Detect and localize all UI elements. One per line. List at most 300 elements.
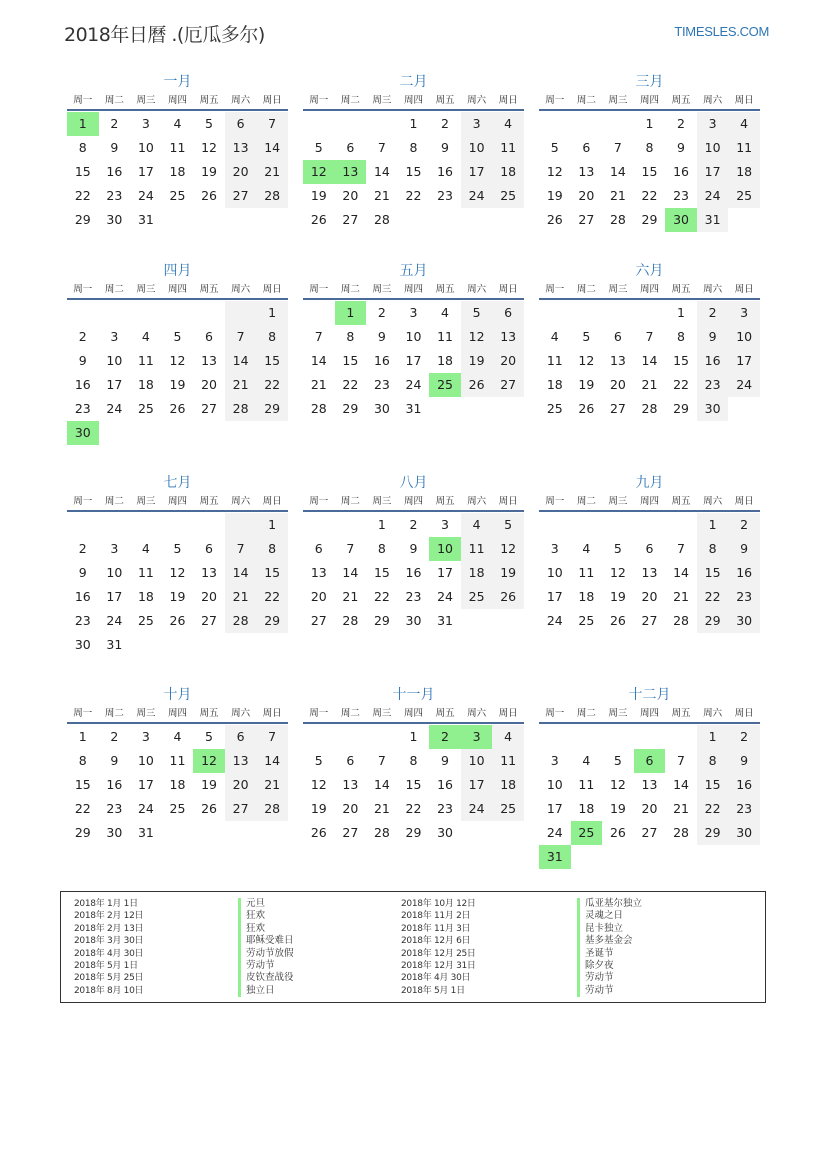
empty-cell	[225, 633, 257, 657]
day-cell: 24	[106, 613, 123, 628]
month-10	[67, 685, 288, 845]
weekday-label: 周六	[467, 284, 487, 295]
site-link[interactable]: TIMESLES.COM	[674, 24, 769, 39]
holiday-date: 2018年 12月 31日	[401, 960, 476, 971]
day-cell: 15	[342, 353, 359, 368]
weekday-label: 周六	[703, 708, 723, 719]
holiday-date: 2018年 5月 1日	[74, 960, 138, 971]
empty-cell	[193, 821, 225, 845]
day-cell: 11	[169, 753, 186, 768]
month-3	[539, 72, 760, 232]
weekday-label: 周一	[309, 95, 329, 106]
day-cell: 22	[74, 188, 91, 203]
weekday-label: 周六	[467, 496, 487, 507]
day-cell: 27	[342, 825, 359, 840]
weekday-label: 周三	[136, 95, 156, 106]
weekday-label: 周日	[498, 708, 518, 719]
day-cell: 2	[441, 116, 449, 131]
empty-cell	[665, 725, 697, 749]
day-cell: 15	[373, 565, 390, 580]
day-cell: 6	[582, 140, 591, 155]
day-cell: 3	[441, 517, 449, 532]
weekday-header	[303, 92, 524, 111]
weekday-label: 周四	[639, 95, 659, 106]
day-cell: 23	[106, 188, 123, 203]
days-grid	[67, 512, 288, 657]
day-cell: 12	[310, 777, 327, 792]
day-cell: 12	[578, 353, 595, 368]
day-cell: 22	[373, 589, 390, 604]
day-cell: 25	[169, 801, 186, 816]
weekday-label: 周一	[73, 708, 93, 719]
day-cell: 22	[256, 585, 288, 609]
holiday-names-left	[238, 898, 294, 997]
empty-cell	[130, 301, 162, 325]
day-cell: 5	[613, 753, 622, 768]
empty-cell	[602, 513, 634, 537]
weekday-header	[539, 705, 760, 724]
day-cell: 21	[310, 377, 327, 392]
day-cell: 15	[74, 164, 91, 179]
empty-cell	[130, 633, 162, 657]
holiday-day-cell: 1	[335, 301, 367, 325]
day-cell: 20	[201, 589, 217, 604]
holiday-day-cell: 25	[429, 373, 461, 397]
weekday-label: 周六	[467, 708, 487, 719]
holiday-name: 灵魂之日	[577, 910, 642, 922]
day-cell: 7	[677, 753, 685, 768]
empty-cell	[728, 208, 760, 232]
weekday-label: 周四	[403, 95, 423, 106]
day-cell: 19	[546, 188, 563, 203]
day-cell: 14	[641, 353, 658, 368]
day-cell: 29	[74, 825, 91, 840]
empty-cell	[256, 421, 288, 445]
day-cell: 28	[225, 609, 257, 633]
weekday-label: 周五	[671, 95, 691, 106]
day-cell: 31	[697, 208, 729, 232]
day-cell: 10	[546, 777, 563, 792]
day-cell: 21	[225, 585, 257, 609]
holiday-date: 2018年 4月 30日	[401, 973, 471, 984]
day-cell: 30	[373, 401, 390, 416]
weekday-label: 周五	[671, 284, 691, 295]
day-cell: 7	[256, 112, 288, 136]
day-cell: 11	[578, 777, 595, 792]
day-cell: 5	[205, 729, 213, 744]
day-cell: 24	[461, 184, 493, 208]
day-cell: 9	[441, 753, 449, 768]
weekday-label: 周三	[608, 95, 628, 106]
empty-cell	[162, 513, 194, 537]
day-cell: 8	[256, 325, 288, 349]
empty-cell	[539, 301, 571, 325]
day-cell: 12	[201, 140, 217, 155]
empty-cell	[303, 301, 335, 325]
day-cell: 7	[225, 537, 257, 561]
day-cell: 25	[728, 184, 760, 208]
empty-cell	[335, 513, 367, 537]
day-cell: 23	[405, 589, 422, 604]
empty-cell	[634, 301, 666, 325]
holiday-day-cell: 1	[67, 112, 99, 136]
holiday-day-cell: 2	[429, 725, 461, 749]
day-cell: 4	[728, 112, 760, 136]
day-cell: 18	[169, 164, 186, 179]
days-grid	[67, 300, 288, 445]
day-cell: 7	[256, 725, 288, 749]
day-cell: 26	[609, 825, 626, 840]
day-cell: 8	[645, 140, 654, 155]
day-cell: 4	[461, 513, 493, 537]
holiday-name: 劳动节	[577, 972, 642, 984]
day-cell: 10	[461, 136, 493, 160]
day-cell: 24	[461, 797, 493, 821]
day-cell: 18	[461, 561, 493, 585]
weekday-label: 周四	[403, 708, 423, 719]
day-cell: 7	[225, 325, 257, 349]
day-cell: 5	[461, 301, 493, 325]
days-grid	[303, 512, 524, 633]
day-cell: 5	[492, 513, 524, 537]
day-cell: 22	[342, 377, 359, 392]
month-name: 五月	[399, 263, 428, 279]
day-cell: 28	[373, 212, 390, 227]
day-cell: 3	[110, 329, 119, 344]
empty-cell	[461, 208, 493, 232]
day-cell: 3	[110, 541, 119, 556]
day-cell: 3	[141, 116, 150, 131]
day-cell: 19	[310, 188, 327, 203]
day-cell: 26	[609, 613, 626, 628]
day-cell: 4	[492, 725, 524, 749]
day-cell: 6	[225, 725, 257, 749]
day-cell: 21	[256, 773, 288, 797]
day-cell: 11	[728, 136, 760, 160]
weekday-label: 周日	[734, 95, 754, 106]
day-cell: 16	[437, 164, 453, 179]
day-cell: 15	[673, 353, 689, 368]
weekday-label: 周二	[576, 496, 596, 507]
day-cell: 23	[74, 401, 91, 416]
day-cell: 30	[728, 609, 760, 633]
month-name: 二月	[399, 74, 428, 90]
weekday-label: 周三	[136, 284, 156, 295]
month-6	[539, 261, 760, 421]
day-cell: 2	[728, 725, 760, 749]
day-cell: 8	[409, 753, 418, 768]
day-cell: 20	[201, 377, 217, 392]
day-cell: 17	[461, 773, 493, 797]
day-cell: 21	[373, 188, 390, 203]
empty-cell	[67, 513, 99, 537]
day-cell: 3	[141, 729, 150, 744]
empty-cell	[665, 845, 697, 869]
empty-cell	[193, 513, 225, 537]
weekday-label: 周三	[372, 95, 392, 106]
day-cell: 17	[405, 353, 422, 368]
day-cell: 16	[728, 561, 760, 585]
day-cell: 2	[728, 513, 760, 537]
month-name: 十月	[163, 687, 192, 703]
day-cell: 23	[437, 801, 453, 816]
weekday-label: 周四	[639, 708, 659, 719]
day-cell: 26	[546, 212, 563, 227]
empty-cell	[99, 513, 131, 537]
day-cell: 9	[110, 140, 119, 155]
day-cell: 18	[492, 773, 524, 797]
weekday-label: 周四	[167, 95, 187, 106]
holiday-name: 皮钦查战役	[238, 972, 294, 984]
holiday-name: 瓜亚基尔独立	[577, 898, 642, 910]
holiday-name: 独立日	[238, 985, 294, 997]
day-cell: 4	[141, 329, 150, 344]
month-4	[67, 261, 288, 445]
empty-cell	[162, 821, 194, 845]
day-cell: 22	[697, 797, 729, 821]
day-cell: 2	[110, 729, 119, 744]
day-cell: 27	[641, 825, 658, 840]
weekday-label: 周五	[199, 496, 219, 507]
day-cell: 27	[201, 401, 217, 416]
day-cell: 14	[673, 777, 689, 792]
empty-cell	[461, 609, 493, 633]
day-cell: 5	[314, 753, 323, 768]
weekday-label: 周六	[467, 95, 487, 106]
empty-cell	[665, 513, 697, 537]
day-cell: 5	[582, 329, 591, 344]
day-cell: 21	[342, 589, 359, 604]
weekday-label: 周六	[703, 496, 723, 507]
month-name: 四月	[163, 263, 192, 279]
holiday-day-cell: 10	[429, 537, 461, 561]
day-cell: 31	[437, 613, 453, 628]
weekday-label: 周一	[309, 708, 329, 719]
day-cell: 25	[492, 184, 524, 208]
day-cell: 19	[169, 589, 186, 604]
day-cell: 26	[201, 801, 217, 816]
day-cell: 1	[78, 729, 87, 744]
day-cell: 16	[74, 589, 91, 604]
day-cell: 8	[697, 749, 729, 773]
day-cell: 29	[697, 821, 729, 845]
day-cell: 7	[346, 541, 355, 556]
day-cell: 11	[437, 329, 453, 344]
day-cell: 15	[256, 561, 288, 585]
holiday-dates-left	[74, 898, 143, 997]
day-cell: 24	[546, 825, 563, 840]
day-cell: 26	[461, 373, 493, 397]
weekday-label: 周二	[576, 284, 596, 295]
day-cell: 22	[256, 373, 288, 397]
weekday-label: 周二	[104, 95, 124, 106]
day-cell: 9	[441, 140, 449, 155]
day-cell: 23	[373, 377, 390, 392]
empty-cell	[335, 112, 367, 136]
day-cell: 13	[492, 325, 524, 349]
holiday-name: 劳动节	[238, 960, 294, 972]
day-cell: 8	[677, 329, 685, 344]
day-cell: 27	[641, 613, 658, 628]
weekday-label: 周二	[340, 708, 360, 719]
weekday-label: 周二	[340, 95, 360, 106]
weekday-label: 周日	[262, 708, 282, 719]
weekday-label: 周三	[136, 496, 156, 507]
day-cell: 5	[613, 541, 622, 556]
holiday-names-right	[577, 898, 642, 997]
month-7	[67, 473, 288, 657]
day-cell: 19	[201, 777, 217, 792]
day-cell: 10	[405, 329, 422, 344]
day-cell: 27	[225, 184, 257, 208]
empty-cell	[225, 513, 257, 537]
day-cell: 24	[137, 188, 154, 203]
day-cell: 23	[74, 613, 91, 628]
day-cell: 14	[225, 561, 257, 585]
weekday-label: 周日	[262, 284, 282, 295]
day-cell: 17	[546, 589, 563, 604]
day-cell: 21	[673, 801, 689, 816]
weekday-label: 周六	[703, 284, 723, 295]
day-cell: 26	[578, 401, 595, 416]
day-cell: 15	[697, 773, 729, 797]
day-cell: 29	[641, 212, 658, 227]
day-cell: 6	[225, 112, 257, 136]
day-cell: 30	[106, 212, 123, 227]
holiday-day-cell: 6	[634, 749, 666, 773]
day-cell: 1	[377, 517, 386, 532]
weekday-label: 周一	[309, 284, 329, 295]
day-cell: 3	[409, 305, 418, 320]
day-cell: 10	[106, 565, 123, 580]
day-cell: 25	[492, 797, 524, 821]
empty-cell	[256, 821, 288, 845]
empty-cell	[571, 301, 603, 325]
day-cell: 31	[405, 401, 422, 416]
empty-cell	[539, 112, 571, 136]
day-cell: 6	[205, 541, 213, 556]
empty-cell	[602, 112, 634, 136]
weekday-label: 周三	[372, 496, 392, 507]
day-cell: 18	[169, 777, 186, 792]
weekday-label: 周一	[545, 284, 565, 295]
weekday-label: 周日	[734, 708, 754, 719]
day-cell: 20	[225, 160, 257, 184]
day-cell: 6	[205, 329, 213, 344]
day-cell: 17	[106, 377, 123, 392]
weekday-label: 周六	[231, 708, 251, 719]
empty-cell	[225, 208, 257, 232]
weekday-label: 周二	[340, 284, 360, 295]
days-grid	[67, 724, 288, 845]
day-cell: 12	[609, 565, 626, 580]
weekday-label: 周五	[199, 284, 219, 295]
weekday-label: 周四	[167, 284, 187, 295]
day-cell: 24	[546, 613, 563, 628]
weekday-header	[67, 493, 288, 512]
day-cell: 5	[314, 140, 323, 155]
day-cell: 25	[169, 188, 186, 203]
weekday-label: 周四	[403, 284, 423, 295]
days-grid	[539, 111, 760, 232]
day-cell: 9	[78, 353, 87, 368]
day-cell: 26	[201, 188, 217, 203]
empty-cell	[492, 609, 524, 633]
day-cell: 23	[673, 188, 689, 203]
days-grid	[303, 300, 524, 421]
day-cell: 15	[74, 777, 91, 792]
day-cell: 1	[697, 725, 729, 749]
day-cell: 25	[578, 613, 595, 628]
empty-cell	[303, 513, 335, 537]
day-cell: 28	[256, 797, 288, 821]
day-cell: 8	[697, 537, 729, 561]
day-cell: 20	[342, 801, 359, 816]
holiday-name: 狂欢	[238, 910, 294, 922]
day-cell: 8	[409, 140, 418, 155]
day-cell: 10	[697, 136, 729, 160]
day-cell: 25	[461, 585, 493, 609]
day-cell: 29	[405, 825, 422, 840]
holiday-day-cell: 12	[193, 749, 225, 773]
weekday-header	[303, 281, 524, 300]
day-cell: 31	[137, 825, 154, 840]
day-cell: 27	[342, 212, 359, 227]
holiday-date: 2018年 8月 10日	[74, 985, 144, 996]
day-cell: 10	[137, 140, 154, 155]
day-cell: 24	[437, 589, 453, 604]
day-cell: 19	[169, 377, 186, 392]
day-cell: 19	[578, 377, 595, 392]
empty-cell	[634, 513, 666, 537]
day-cell: 24	[137, 801, 154, 816]
day-cell: 18	[578, 801, 595, 816]
holiday-name: 元旦	[238, 898, 294, 910]
holiday-day-cell: 25	[571, 821, 603, 845]
weekday-label: 周三	[136, 708, 156, 719]
day-cell: 20	[641, 801, 658, 816]
holiday-date: 2018年 1月 1日	[74, 899, 138, 909]
day-cell: 28	[641, 401, 658, 416]
weekday-label: 周二	[104, 496, 124, 507]
day-cell: 1	[677, 305, 685, 320]
day-cell: 19	[492, 561, 524, 585]
day-cell: 13	[201, 353, 217, 368]
day-cell: 30	[697, 397, 729, 421]
day-cell: 4	[582, 541, 591, 556]
weekday-label: 周二	[104, 708, 124, 719]
day-cell: 8	[377, 541, 386, 556]
empty-cell	[728, 845, 760, 869]
holiday-name: 基多基金会	[577, 935, 642, 947]
holiday-day-cell: 12	[303, 160, 335, 184]
day-cell: 8	[78, 753, 87, 768]
day-cell: 26	[169, 401, 186, 416]
day-cell: 11	[546, 353, 563, 368]
day-cell: 31	[106, 637, 123, 652]
day-cell: 25	[137, 613, 154, 628]
holiday-date: 2018年 2月 12日	[74, 911, 144, 922]
day-cell: 16	[106, 777, 123, 792]
holiday-date: 2018年 11月 3日	[401, 923, 471, 934]
days-grid	[539, 300, 760, 421]
empty-cell	[461, 397, 493, 421]
weekday-label: 周四	[639, 496, 659, 507]
day-cell: 12	[546, 164, 563, 179]
empty-cell	[225, 301, 257, 325]
weekday-label: 周三	[608, 708, 628, 719]
day-cell: 6	[492, 301, 524, 325]
